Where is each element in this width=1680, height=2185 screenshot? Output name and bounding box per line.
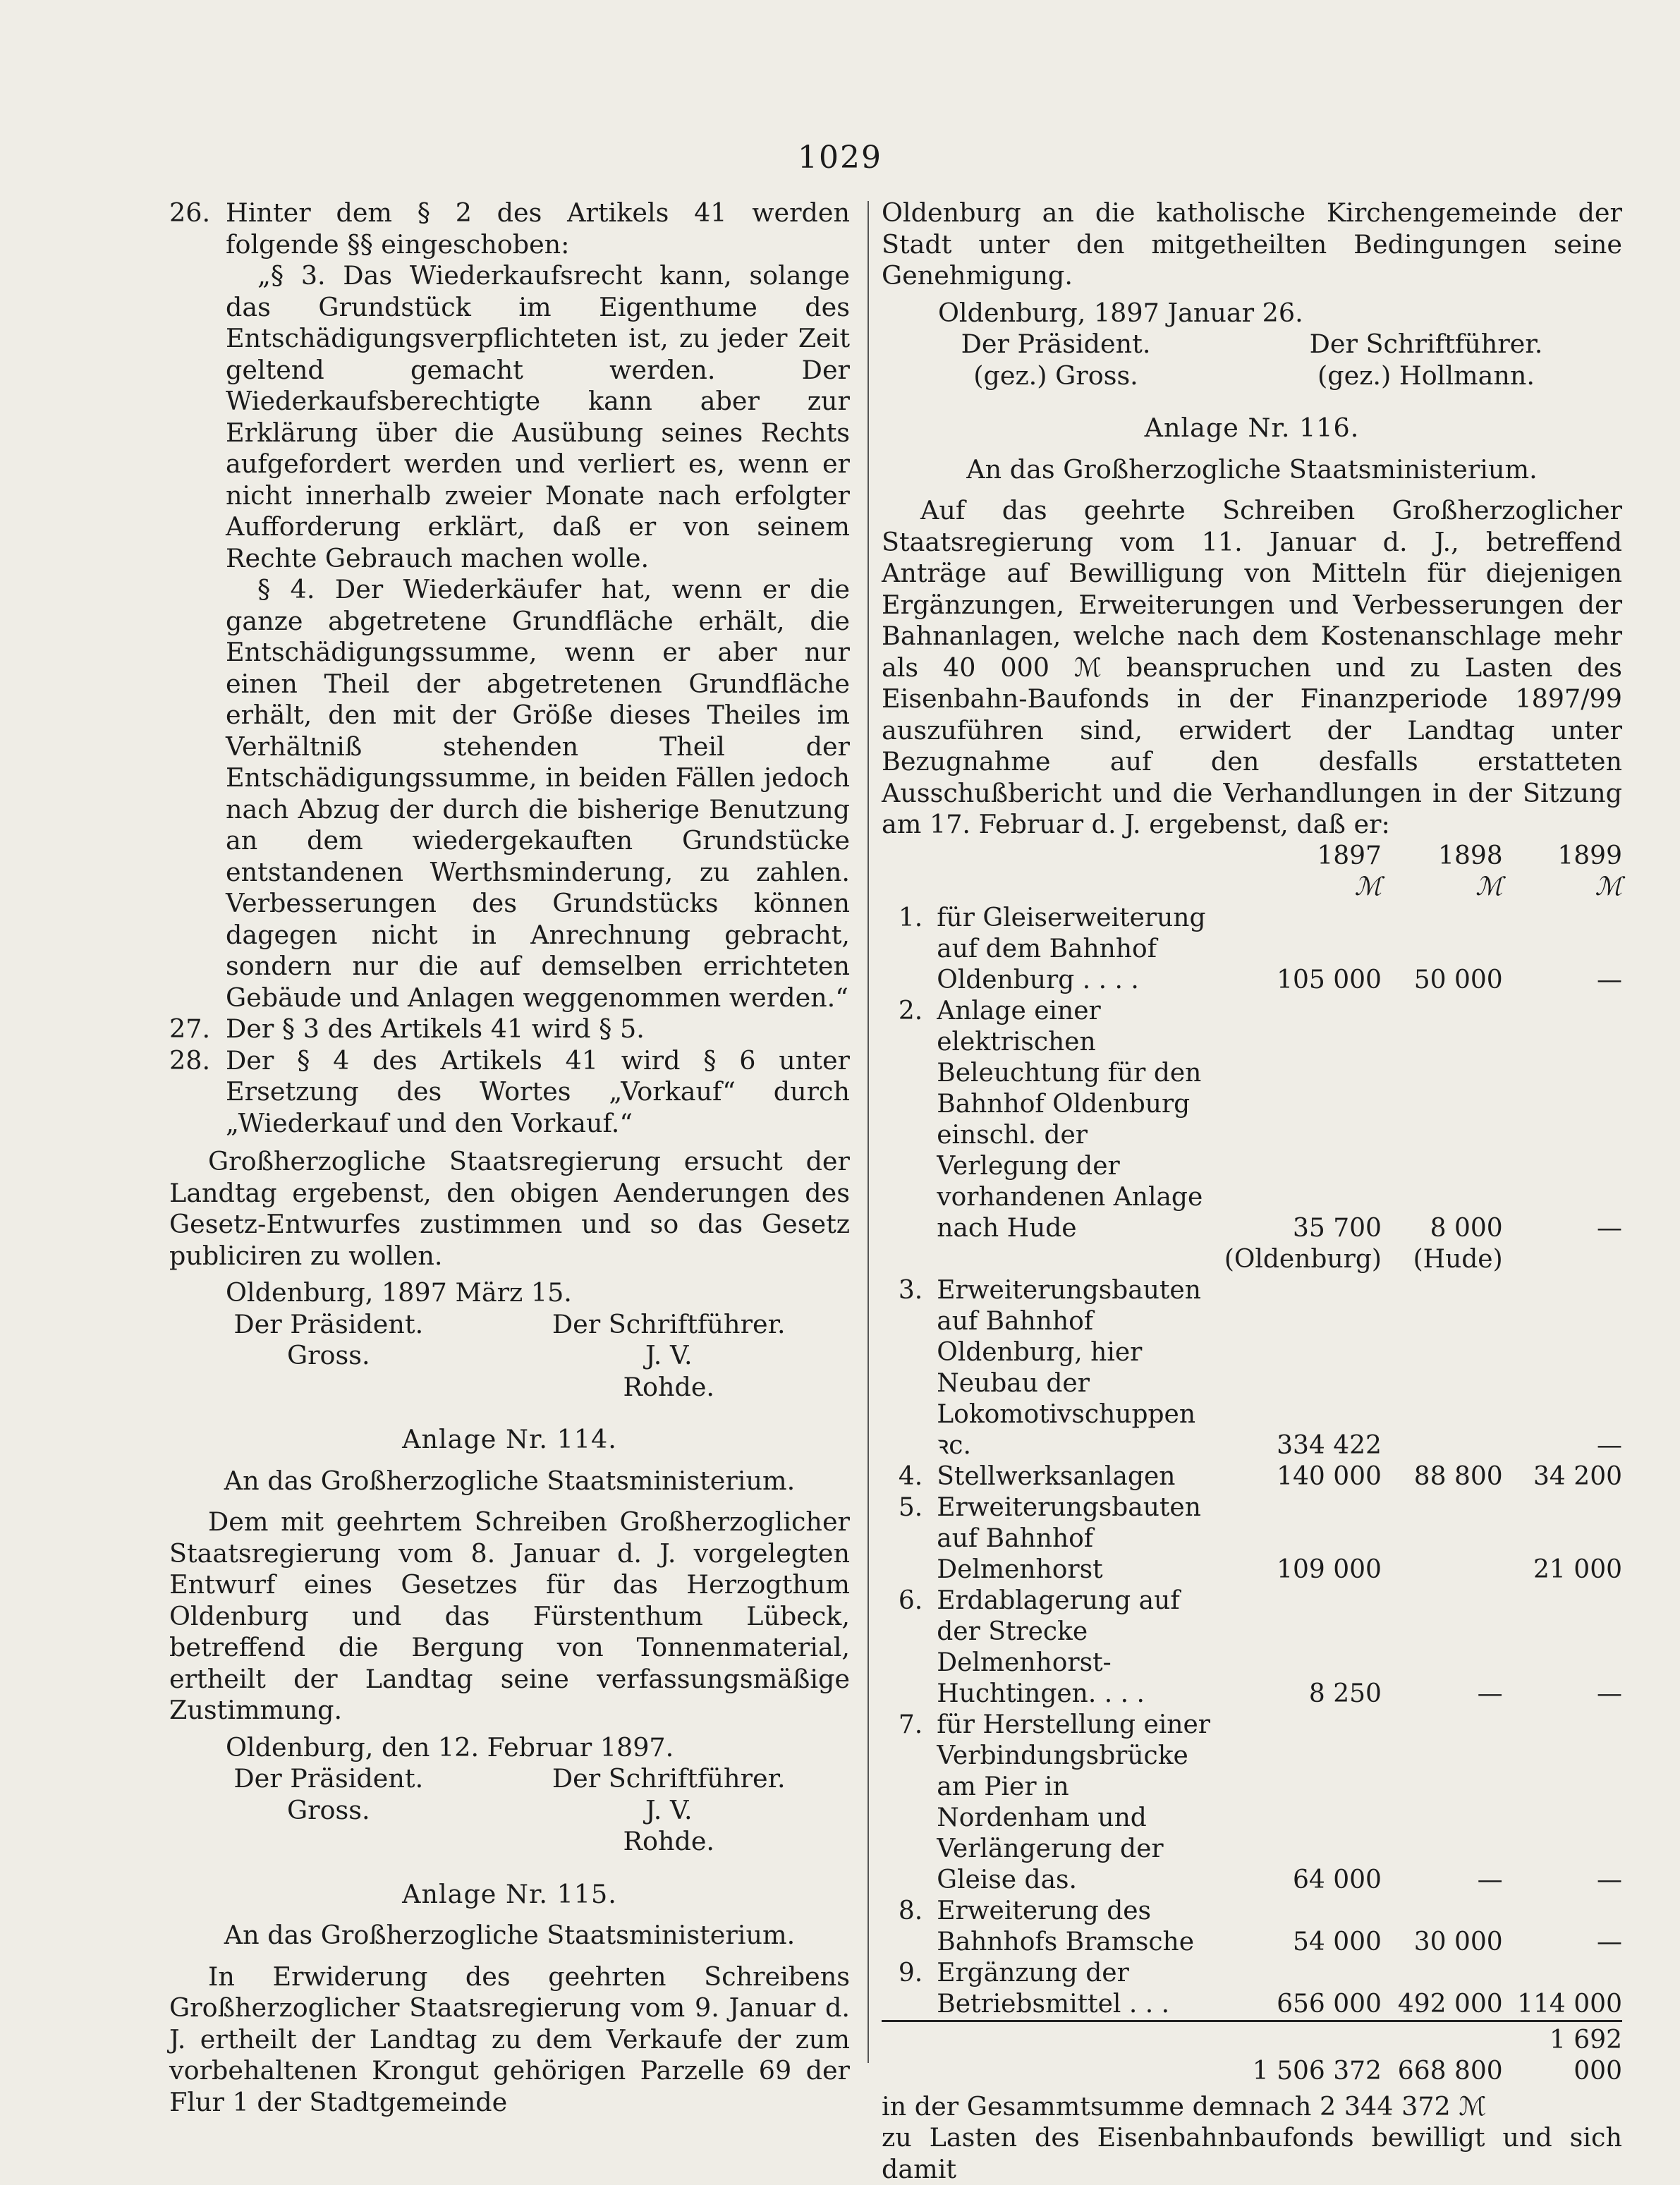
annex-116-title: Anlage Nr. 116. xyxy=(1144,413,1360,443)
table-row xyxy=(882,1275,1622,1461)
row-description: für Herstellung einer Verbindungsbrücke am Pier in Nordenham und Verlängerung der Gleise das. xyxy=(937,1710,1210,1894)
year-1898: 1898 xyxy=(1438,841,1503,870)
row-number: 7. xyxy=(898,1710,923,1739)
unit-mark: ℳ xyxy=(1475,872,1503,901)
cell-1897: 64 000 xyxy=(1292,1865,1382,1894)
president-label: Der Präsident. xyxy=(961,329,1151,359)
table-header-years xyxy=(882,841,1622,872)
secretary-deputy: J. V. xyxy=(645,1794,693,1825)
row-description: Erweiterung des Bahnhofs Bramsche xyxy=(937,1896,1195,1956)
note-1897: (Oldenburg) xyxy=(1224,1244,1382,1274)
row-description: Erdablagerung auf der Strecke Delmenhorst-Huchtingen. . . . xyxy=(937,1586,1180,1708)
item-27 xyxy=(169,1014,850,1045)
page-number: 1029 xyxy=(798,140,882,176)
table-row xyxy=(882,1586,1622,1710)
cell-1897: 105 000 xyxy=(1277,965,1382,994)
row-number: 8. xyxy=(898,1896,923,1925)
annex-115-continuation: Oldenburg an die katholische Kirchengemeinde der Stadt unter den mitgetheilten Bedingungen seine Genehmigung. xyxy=(882,197,1622,291)
cell-1897: 8 250 xyxy=(1308,1679,1382,1708)
closing-paragraph: Großherzogliche Staatsregierung ersucht der Landtag ergebenst, den obigen Aenderungen des Gesetz-Entwurfes zustimmen und so das Gesetz publiciren zu wollen. xyxy=(169,1146,850,1271)
item-number: 27. xyxy=(169,1014,211,1044)
secretary-label: Der Schriftführer. xyxy=(1309,329,1543,359)
table-row xyxy=(882,1958,1622,2021)
cell-1899: — xyxy=(1597,1865,1622,1894)
secretary-label: Der Schriftführer. xyxy=(552,1763,786,1794)
year-1899: 1899 xyxy=(1557,841,1622,870)
annex-116-addressee: An das Großherzogliche Staatsministerium. xyxy=(966,454,1538,485)
cell-1898: 30 000 xyxy=(1413,1927,1503,1956)
table-row-note xyxy=(882,1244,1622,1275)
cell-1899: — xyxy=(1597,1213,1622,1243)
table-row xyxy=(882,1896,1622,1958)
table-row xyxy=(882,1710,1622,1896)
row-number: 9. xyxy=(898,1958,923,1988)
total-1899: 1 692 000 xyxy=(1503,2021,1622,2087)
annex-115-addressee: An das Großherzogliche Staatsministerium. xyxy=(224,1920,796,1950)
signature-block xyxy=(169,1309,850,1404)
item-text: Der § 3 des Artikels 41 wird § 5. xyxy=(226,1014,645,1044)
cell-1899: — xyxy=(1597,965,1622,994)
appropriation-table xyxy=(882,841,1622,2087)
row-description: Anlage einer elektrischen Beleuchtung für den Bahnhof Oldenburg einschl. der Verlegung der vorhandenen Anlage nach Hude xyxy=(937,996,1203,1243)
annex-115-text: In Erwiderung des geehrten Schreibens Großherzoglicher Staatsregierung vom 9. Januar d. J. ertheilt der Landtag zu dem Verkaufe der zum vorbehaltenen Krongut gehörigen Parzelle 69 der Flur 1 der Stadtgemeinde xyxy=(169,1961,850,2117)
annex-115-place-date: Oldenburg, 1897 Januar 26. xyxy=(938,297,1303,328)
unit-mark: ℳ xyxy=(1595,872,1622,901)
item-26 xyxy=(169,197,850,260)
annex-114-signature xyxy=(169,1763,850,1858)
row-description: für Gleiserweiterung auf dem Bahnhof Oldenburg . . . . xyxy=(937,903,1206,994)
annex-115-title: Anlage Nr. 115. xyxy=(402,1878,617,1909)
cell-1898: 492 000 xyxy=(1397,1989,1503,2019)
secretary-deputy: J. V. xyxy=(645,1340,693,1370)
table-row xyxy=(882,996,1622,1244)
cell-1898: — xyxy=(1477,1679,1503,1708)
cell-1897: 140 000 xyxy=(1277,1461,1382,1491)
cell-1898: — xyxy=(1477,1865,1503,1894)
president-name: (gez.) Gross. xyxy=(973,360,1138,391)
row-number: 6. xyxy=(898,1586,923,1615)
row-description: Ergänzung der Betriebsmittel . . . xyxy=(937,1958,1170,2019)
annex-115-signature xyxy=(882,329,1622,391)
cell-1898: 88 800 xyxy=(1413,1461,1503,1491)
column-divider xyxy=(868,201,869,2063)
cell-1897: 334 422 xyxy=(1277,1430,1382,1460)
inserted-paragraphs xyxy=(169,260,850,1014)
secretary-name: (gez.) Hollmann. xyxy=(1317,360,1535,391)
final-line: zu Lasten des Eisenbahnbaufonds bewilligt und sich damit xyxy=(882,2122,1622,2184)
cell-1899: — xyxy=(1597,1679,1622,1708)
cell-1898 xyxy=(1382,1275,1503,1461)
row-description: Erweiterungsbauten auf Bahnhof Oldenburg, hier Neubau der Lokomotivschuppen ꝛc. xyxy=(937,1275,1201,1460)
item-number: 28. xyxy=(169,1045,211,1076)
right-column xyxy=(882,197,1622,2185)
annex-116-text: Auf das geehrte Schreiben Großherzoglicher Staatsregierung vom 11. Januar d. J., betreffend Anträge auf Bewilligung von Mitteln für diejenigen Ergänzungen, Erweiterungen und Verbesserungen der Bahnanlagen, welche nach dem Kostenanschlage mehr als 40 000 ℳ beanspruchen und zu Lasten des Eisenbahn-Baufonds in der Finanzperiode 1897/99 auszuführen sind, erwidert der Landtag unter Bezugnahme auf den desfalls erstatteten Ausschußbericht und die Verhandlungen in der Sitzung am 17. Februar d. J. ergebenst, daß er: xyxy=(882,495,1622,839)
table-header-units xyxy=(882,872,1622,903)
secretary-name: Rohde. xyxy=(623,1826,715,1856)
annex-114-addressee: An das Großherzogliche Staatsministerium. xyxy=(224,1465,796,1496)
president-label: Der Präsident. xyxy=(233,1763,424,1794)
left-column xyxy=(169,197,850,2118)
annex-114-place-date: Oldenburg, den 12. Februar 1897. xyxy=(226,1731,674,1763)
cell-1897: 656 000 xyxy=(1277,1989,1382,2019)
cell-1898: 8 000 xyxy=(1430,1213,1503,1243)
cell-1899: — xyxy=(1597,1927,1622,1956)
total-1897: 1 506 372 xyxy=(1224,2021,1382,2087)
year-1897: 1897 xyxy=(1317,841,1382,870)
row-description: Erweiterungsbauten auf Bahnhof Delmenhorst xyxy=(937,1492,1201,1584)
total-1898: 668 800 xyxy=(1382,2021,1503,2087)
row-description: Stellwerksanlagen xyxy=(937,1461,1176,1491)
row-number: 3. xyxy=(898,1275,923,1305)
cell-1899: 34 200 xyxy=(1533,1461,1622,1491)
item-28 xyxy=(169,1045,850,1140)
table-row xyxy=(882,1461,1622,1492)
president-name: Gross. xyxy=(286,1340,370,1370)
item-number: 26. xyxy=(169,197,211,228)
row-number: 1. xyxy=(898,903,923,932)
table-total-row xyxy=(882,2021,1622,2087)
row-number: 2. xyxy=(898,996,923,1025)
place-date: Oldenburg, 1897 März 15. xyxy=(226,1277,572,1308)
secretary-name: Rohde. xyxy=(623,1371,715,1402)
cell-1898 xyxy=(1382,1492,1503,1586)
item-text: Der § 4 des Artikels 41 wird § 6 unter Ersetzung des Wortes „Vorkauf“ durch „Wiederkauf und den Vorkauf.“ xyxy=(226,1045,850,1138)
item-text: Hinter dem § 2 des Artikels 41 werden folgende §§ eingeschoben: xyxy=(226,197,850,260)
cell-1898: 50 000 xyxy=(1413,965,1503,994)
row-number: 5. xyxy=(898,1492,923,1522)
table-row xyxy=(882,903,1622,996)
cell-1899: — xyxy=(1597,1430,1622,1460)
row-number: 4. xyxy=(898,1461,923,1491)
unit-mark: ℳ xyxy=(1354,872,1382,901)
paragraph-4: § 4. Der Wiederkäufer hat, wenn er die ganze abgetretene Grundfläche erhält, die Entschädigungssumme, wenn er aber nur einen Theil der abgetretenen Grundfläche erhält, den mit der Größe dieses Theiles im Verhältniß stehenden Theil der Entschädigungssumme, in beiden Fällen jedoch nach Abzug der durch die bisherige Benutzung an dem wiedergekauften Grundstücke entstandenen Werthsminderung, zu zahlen. Verbesserungen des Grundstücks können dagegen nicht in Anrechnung gebracht, sondern nur die auf demselben errichteten Gebäude und Anlagen weggenommen werden.“ xyxy=(226,574,850,1013)
cell-1897: 109 000 xyxy=(1277,1554,1382,1584)
note-1898: (Hude) xyxy=(1413,1244,1503,1274)
annex-114-text: Dem mit geehrtem Schreiben Großherzoglicher Staatsregierung vom 8. Januar d. J. vorgelegten Entwurf eines Gesetzes für das Herzogthum Oldenburg und das Fürstenthum Lübeck, betreffend die Bergung von Tonnenmaterial, ertheilt der Landtag seine verfassungsmäßige Zustimmung. xyxy=(169,1507,850,1725)
paragraph-3: „§ 3. Das Wiederkaufsrecht kann, solange das Grundstück im Eigenthume des Entschädigungsverpflichteten ist, zu jeder Zeit geltend gemacht werden. Der Wiederkaufsberechtigte kann aber zur Erklärung über die Ausübung seines Rechts aufgefordert werden und verliert es, wenn er nicht innerhalb zweier Monate nach erfolgter Aufforderung erklärt, daß er von seinem Rechte Gebrauch machen wolle. xyxy=(226,260,850,573)
cell-1899: 114 000 xyxy=(1517,1989,1622,2019)
president-name: Gross. xyxy=(286,1794,370,1825)
cell-1897: 54 000 xyxy=(1292,1927,1382,1956)
cell-1899: 21 000 xyxy=(1533,1554,1622,1584)
grand-total-line: in der Gesammtsumme demnach 2 344 372 ℳ xyxy=(882,2090,1487,2122)
table-row xyxy=(882,1492,1622,1586)
secretary-label: Der Schriftführer. xyxy=(552,1308,786,1339)
annex-114-title: Anlage Nr. 114. xyxy=(402,1424,617,1454)
president-label: Der Präsident. xyxy=(233,1308,424,1339)
cell-1897: 35 700 xyxy=(1292,1213,1382,1243)
